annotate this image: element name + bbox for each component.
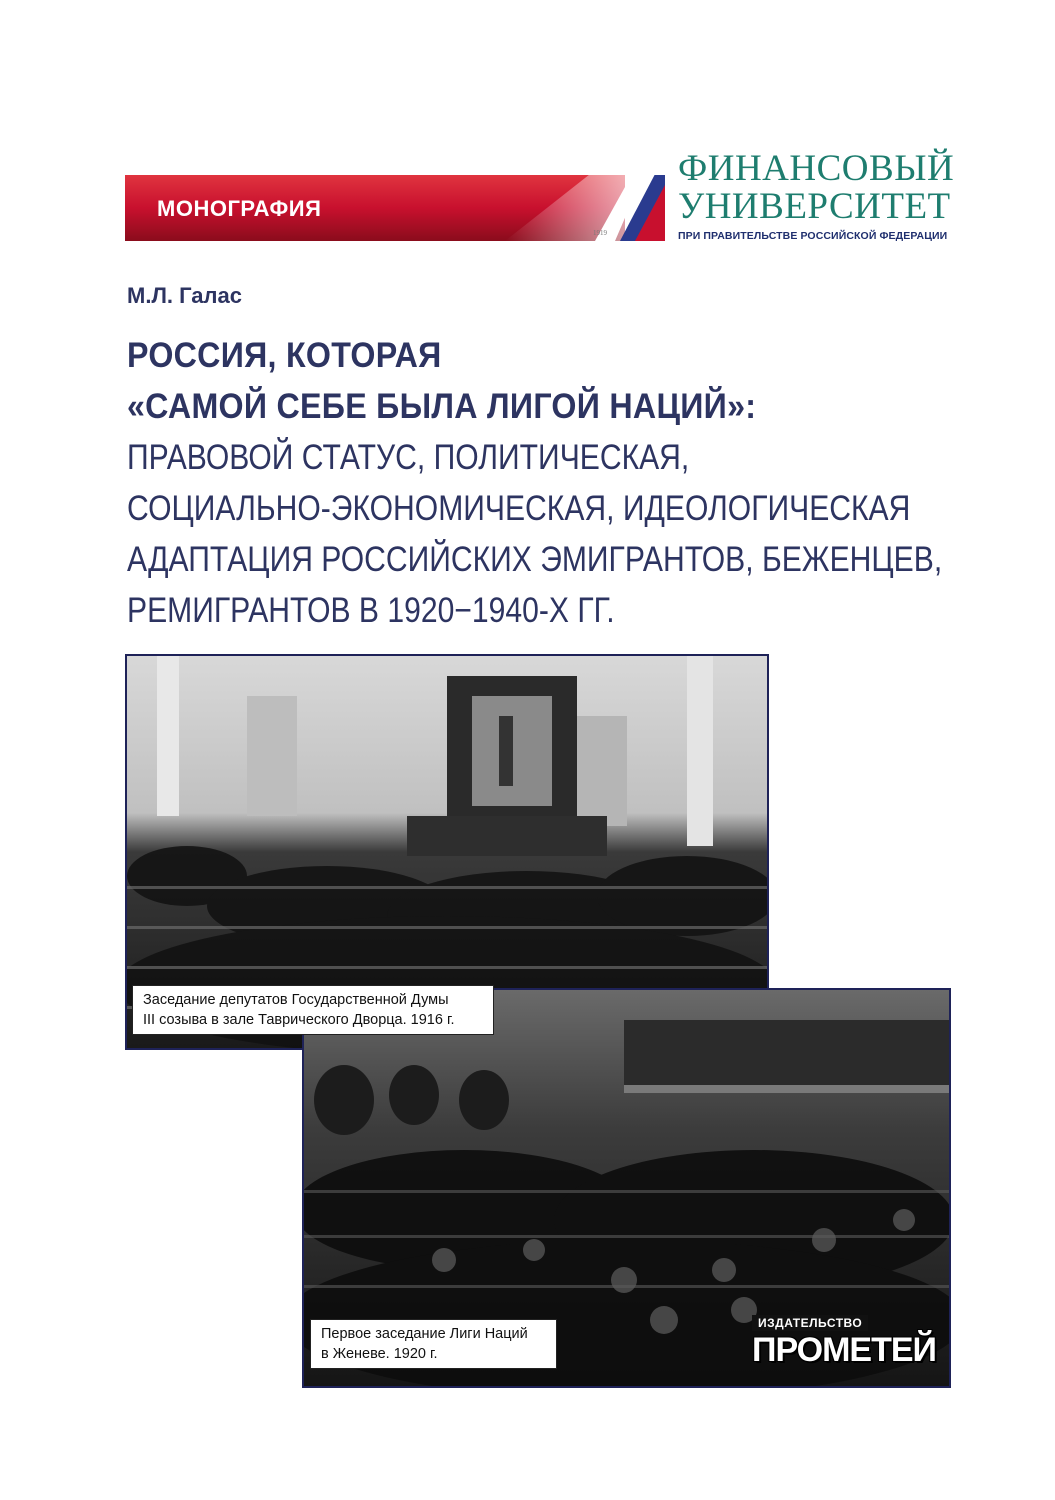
publisher-logo (752, 1315, 942, 1370)
caption-2-line-1: Первое заседание Лиги Наций (321, 1326, 528, 1342)
series-label: МОНОГРАФИЯ (157, 196, 322, 221)
author: М.Л. Галас (127, 283, 242, 308)
title-line-3: ПРАВОВОЙ СТАТУС, ПОЛИТИЧЕСКАЯ, (127, 438, 690, 477)
title-line-5: АДАПТАЦИЯ РОССИЙСКИХ ЭМИГРАНТОВ, БЕЖЕНЦЕВ, (127, 540, 943, 579)
banner-year: 1919 (593, 229, 607, 237)
caption-1-line-1: Заседание депутатов Государственной Думы (143, 992, 449, 1008)
title-line-4: СОЦИАЛЬНО-ЭКОНОМИЧЕСКАЯ, ИДЕОЛОГИЧЕСКАЯ (127, 489, 911, 528)
logo-line-2: УНИВЕРСИТЕТ (678, 186, 951, 227)
logo-subtitle: ПРИ ПРАВИТЕЛЬСТВЕ РОССИЙСКОЙ ФЕДЕРАЦИИ (678, 230, 948, 242)
photo-caption-1 (132, 985, 494, 1035)
publisher-label: ИЗДАТЕЛЬСТВО (752, 1315, 868, 1331)
photo-caption-2 (310, 1319, 557, 1369)
caption-2-line-2: в Женеве. 1920 г. (321, 1346, 438, 1362)
title-line-2: «САМОЙ СЕБЕ БЫЛА ЛИГОЙ НАЦИЙ»: (127, 387, 757, 426)
university-logo (678, 148, 955, 250)
book-title (127, 330, 1007, 636)
title-line-6: РЕМИГРАНТОВ В 1920−1940-Х ГГ. (127, 591, 615, 630)
caption-1-line-2: III созыва в зале Таврического Дворца. 1916 г. (143, 1012, 455, 1028)
series-banner (125, 175, 665, 241)
publisher-name: ПРОМЕТЕЙ (752, 1331, 936, 1369)
title-line-1: РОССИЯ, КОТОРАЯ (127, 336, 442, 375)
logo-line-1: ФИНАНСОВЫЙ (678, 148, 955, 189)
